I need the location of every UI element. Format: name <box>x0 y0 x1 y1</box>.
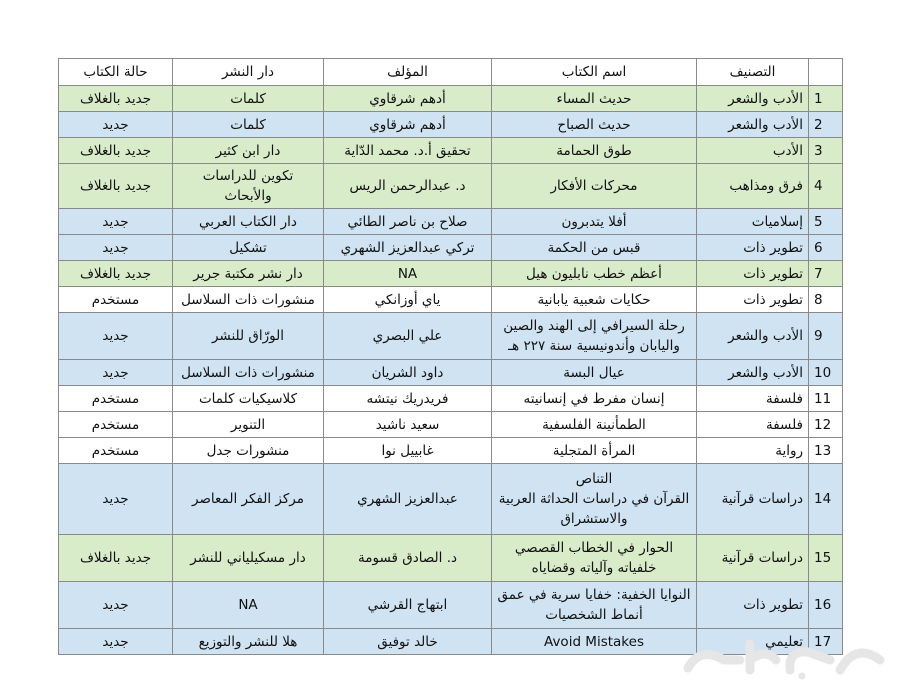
table-body <box>59 86 843 655</box>
author-cell: ياي أوزانكي <box>324 287 492 313</box>
author-cell: صلاح بن ناصر الطائي <box>324 209 492 235</box>
status-cell: جديد بالغلاف <box>59 164 173 209</box>
row-number-cell: 17 <box>809 629 843 655</box>
books-table <box>58 58 843 655</box>
classification-cell: تعليمي <box>697 629 809 655</box>
row-number-cell: 12 <box>809 412 843 438</box>
author-cell: د. الصادق قسومة <box>324 535 492 582</box>
author-cell: أدهم شرقاوي <box>324 86 492 112</box>
status-cell: جديد بالغلاف <box>59 138 173 164</box>
author-cell: ابتهاج القرشي <box>324 582 492 629</box>
table-row <box>59 138 843 164</box>
classification-cell: تطوير ذات <box>697 582 809 629</box>
header-classification: التصنيف <box>697 59 809 86</box>
publisher-cell: مركز الفكر المعاصر <box>173 464 324 535</box>
status-cell: جديد بالغلاف <box>59 535 173 582</box>
classification-cell: فلسفة <box>697 412 809 438</box>
author-cell: تحقيق أ.د. محمد الدّاية <box>324 138 492 164</box>
publisher-cell: تكوين للدراسات والأبحاث <box>173 164 324 209</box>
status-cell: جديد بالغلاف <box>59 261 173 287</box>
table-row <box>59 287 843 313</box>
row-number-cell: 6 <box>809 235 843 261</box>
status-cell: جديد <box>59 112 173 138</box>
book-name-cell: حكايات شعبية يابانية <box>492 287 697 313</box>
publisher-cell: الورّاق للنشر <box>173 313 324 360</box>
table-row <box>59 86 843 112</box>
row-number-cell: 1 <box>809 86 843 112</box>
classification-cell: الأدب <box>697 138 809 164</box>
book-name-cell: المرأة المتجلية <box>492 438 697 464</box>
status-cell: جديد <box>59 582 173 629</box>
status-cell: جديد <box>59 629 173 655</box>
classification-cell: فرق ومذاهب <box>697 164 809 209</box>
row-number-cell: 15 <box>809 535 843 582</box>
book-name-cell: حديث الصباح <box>492 112 697 138</box>
table-row <box>59 261 843 287</box>
table-row <box>59 313 843 360</box>
author-cell: أدهم شرقاوي <box>324 112 492 138</box>
publisher-cell: منشورات ذات السلاسل <box>173 360 324 386</box>
status-cell: جديد <box>59 464 173 535</box>
status-cell: جديد <box>59 235 173 261</box>
row-number-cell: 5 <box>809 209 843 235</box>
book-name-cell: رحلة السيرافي إلى الهند والصين واليابان وأندونيسية سنة ٢٢٧ هـ <box>492 313 697 360</box>
header-row <box>59 59 843 86</box>
table-row <box>59 386 843 412</box>
row-number-cell: 11 <box>809 386 843 412</box>
row-number-cell: 14 <box>809 464 843 535</box>
publisher-cell: منشورات جدل <box>173 438 324 464</box>
publisher-cell: دار مسكيلياني للنشر <box>173 535 324 582</box>
publisher-cell: دار نشر مكتبة جرير <box>173 261 324 287</box>
status-cell: مستخدم <box>59 412 173 438</box>
table-row <box>59 438 843 464</box>
table-row <box>59 412 843 438</box>
classification-cell: دراسات قرآنية <box>697 464 809 535</box>
book-name-cell: طوق الحمامة <box>492 138 697 164</box>
author-cell: خالد توفيق <box>324 629 492 655</box>
row-number-cell: 2 <box>809 112 843 138</box>
publisher-cell: هلا للنشر والتوزيع <box>173 629 324 655</box>
classification-cell: رواية <box>697 438 809 464</box>
publisher-cell: كلمات <box>173 112 324 138</box>
classification-cell: الأدب والشعر <box>697 112 809 138</box>
author-cell: د. عبدالرحمن الريس <box>324 164 492 209</box>
row-number-cell: 3 <box>809 138 843 164</box>
publisher-cell: كلمات <box>173 86 324 112</box>
author-cell: عبدالعزيز الشهري <box>324 464 492 535</box>
table-row <box>59 464 843 535</box>
author-cell: تركي عبدالعزيز الشهري <box>324 235 492 261</box>
row-number-cell: 16 <box>809 582 843 629</box>
classification-cell: فلسفة <box>697 386 809 412</box>
book-name-cell: حديث المساء <box>492 86 697 112</box>
status-cell: جديد <box>59 360 173 386</box>
status-cell: جديد <box>59 209 173 235</box>
book-name-cell: أعظم خطب نابليون هيل <box>492 261 697 287</box>
book-name-cell: إنسان مفرط في إنسانيته <box>492 386 697 412</box>
row-number-cell: 7 <box>809 261 843 287</box>
author-cell: داود الشريان <box>324 360 492 386</box>
classification-cell: تطوير ذات <box>697 287 809 313</box>
table-row <box>59 209 843 235</box>
book-name-cell: أفلا يتدبرون <box>492 209 697 235</box>
book-name-cell: النوايا الخفية: خفايا سرية في عمق أنماط الشخصيات <box>492 582 697 629</box>
classification-cell: الأدب والشعر <box>697 86 809 112</box>
publisher-cell: منشورات ذات السلاسل <box>173 287 324 313</box>
table-row <box>59 535 843 582</box>
classification-cell: تطوير ذات <box>697 235 809 261</box>
author-cell: NA <box>324 261 492 287</box>
publisher-cell: تشكيل <box>173 235 324 261</box>
table-row <box>59 112 843 138</box>
row-number-cell: 10 <box>809 360 843 386</box>
publisher-cell: دار ابن كثير <box>173 138 324 164</box>
book-name-cell: التناص القرآن في دراسات الحداثة العربية والاستشراق <box>492 464 697 535</box>
header-book-name: اسم الكتاب <box>492 59 697 86</box>
status-cell: مستخدم <box>59 386 173 412</box>
classification-cell: إسلاميات <box>697 209 809 235</box>
table-row <box>59 164 843 209</box>
author-cell: سعيد ناشيد <box>324 412 492 438</box>
book-name-cell: الحوار في الخطاب القصصي خلفياته وآلياته وقضاياه <box>492 535 697 582</box>
row-number-cell: 4 <box>809 164 843 209</box>
classification-cell: الأدب والشعر <box>697 313 809 360</box>
author-cell: غابييل نوا <box>324 438 492 464</box>
header-publisher: دار النشر <box>173 59 324 86</box>
classification-cell: الأدب والشعر <box>697 360 809 386</box>
status-cell: مستخدم <box>59 438 173 464</box>
book-name-cell: الطمأنينة الفلسفية <box>492 412 697 438</box>
table-row <box>59 235 843 261</box>
row-number-cell: 13 <box>809 438 843 464</box>
header-author: المؤلف <box>324 59 492 86</box>
book-name-cell: عيال البسة <box>492 360 697 386</box>
publisher-cell: NA <box>173 582 324 629</box>
status-cell: مستخدم <box>59 287 173 313</box>
table-row <box>59 360 843 386</box>
status-cell: جديد بالغلاف <box>59 86 173 112</box>
author-cell: علي البصري <box>324 313 492 360</box>
book-name-cell: Avoid Mistakes <box>492 629 697 655</box>
classification-cell: دراسات قرآنية <box>697 535 809 582</box>
header-number <box>809 59 843 86</box>
row-number-cell: 9 <box>809 313 843 360</box>
classification-cell: تطوير ذات <box>697 261 809 287</box>
header-status: حالة الكتاب <box>59 59 173 86</box>
haraj-logo-icon <box>680 630 890 682</box>
book-name-cell: محركات الأفكار <box>492 164 697 209</box>
row-number-cell: 8 <box>809 287 843 313</box>
publisher-cell: التنوير <box>173 412 324 438</box>
status-cell: جديد <box>59 313 173 360</box>
publisher-cell: دار الكتاب العربي <box>173 209 324 235</box>
publisher-cell: كلاسيكيات كلمات <box>173 386 324 412</box>
author-cell: فريدريك نيتشه <box>324 386 492 412</box>
book-name-cell: قبس من الحكمة <box>492 235 697 261</box>
table-row <box>59 582 843 629</box>
